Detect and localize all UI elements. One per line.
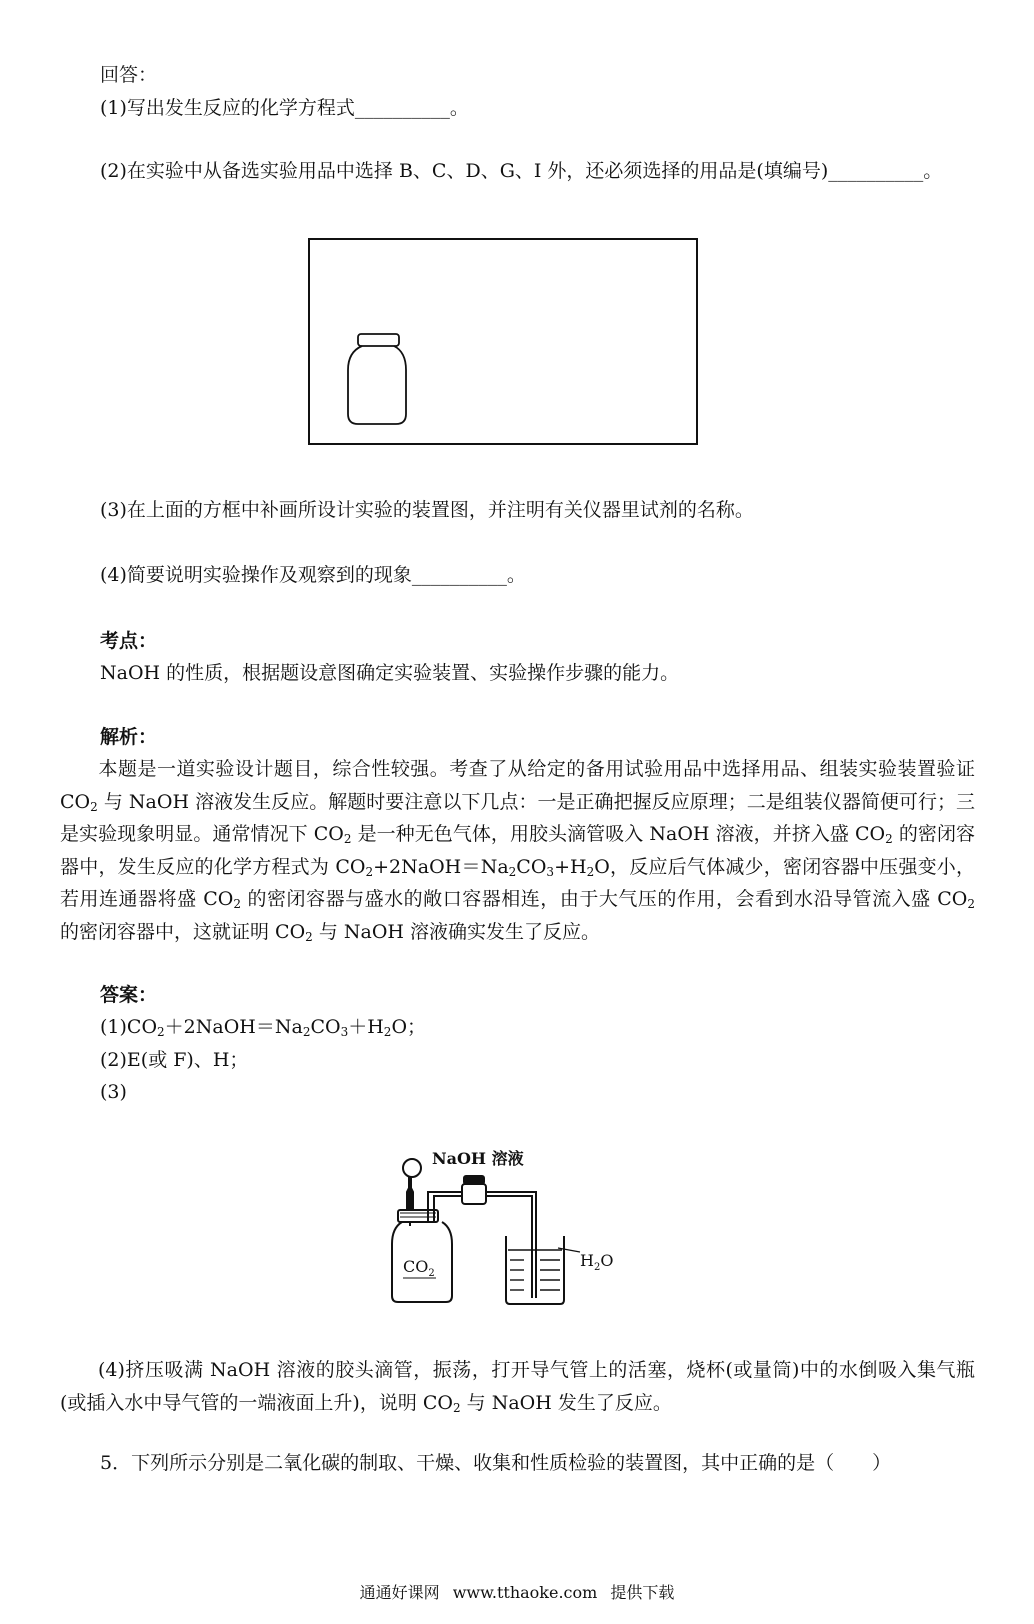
answer-2: (2)E(或 F)、H；: [100, 1049, 249, 1071]
answer-3: (3): [100, 1081, 127, 1103]
answer-heading: 答案：: [100, 984, 158, 1006]
answer-1: $(1)CO_2+2NaOH=Na_2CO_3+H_2O$；: [100, 1016, 427, 1039]
dropper-bulb: [403, 1159, 421, 1177]
question-1: (1)写出发生反应的化学方程式__________。: [100, 97, 469, 119]
question-2: (2)在实验中从备选实验用品中选择 B、C、D、G、I 外，还必须选择的用品是(填编号)__________。: [100, 160, 943, 182]
drawing-frame: [308, 238, 700, 448]
kaodian-text: NaOH 的性质，根据题设意图确定实验装置、实验操作步骤的能力。: [100, 662, 680, 684]
question-4: (4)简要说明实验操作及观察到的现象__________。: [100, 564, 526, 586]
jiexi-paragraph: 本题是一道实验设计题目，综合性较强。考查了从给定的备用试验用品中选择用品、组装实验装置验证 $CO_2$ 与 NaOH 溶液发生反应。解题时要注意以下几点：一是正确把握反应原理；二是组装仪器简便可行；三是实验现象明显。通常情况下 $CO_2$ 是一种无色气体，用胶头滴管吸入 NaOH 溶液，并挤入盛 $CO_2$ 的密闭容器中，发生反应的化学方程式为 $CO_2+2NaOH=Na_2CO_3+H_2O$，反应后气体减少，密闭容器中压强变小，若用连通器将盛 $CO_2$ 的密闭容器与盛水的敞口容器相连，由于大气压的作用，会看到水沿导管流入盛 $CO_2$ 的密闭容器中，这就证明 $CO_2$ 与 NaOH 溶液确实发生了反应。: [60, 758, 976, 944]
jiexi-heading: 解析：: [100, 726, 158, 748]
question-5: 5．下列所示分别是二氧化碳的制取、干燥、收集和性质检验的装置图，其中正确的是（ ）: [100, 1452, 892, 1474]
footer-note: 提供下载: [610, 1583, 675, 1602]
footer-url[interactable]: www.tthaoke.com: [452, 1583, 598, 1602]
valve: [462, 1184, 486, 1204]
page-footer: [0, 1580, 1034, 1603]
connecting-tube: [428, 1192, 462, 1222]
footer-site: 通通好课网: [359, 1583, 440, 1602]
kaodian-heading: 考点：: [100, 630, 158, 652]
question-3: (3)在上面的方框中补画所设计实验的装置图，并注明有关仪器里试剂的名称。: [100, 499, 754, 521]
naoh-label: NaOH 溶液: [432, 1149, 524, 1168]
apparatus-diagram: [390, 1140, 630, 1310]
stopper: [398, 1210, 438, 1222]
h2o-label: $H_2O$: [580, 1251, 614, 1273]
jar-icon: [348, 334, 406, 424]
reply-label: 回答：: [100, 64, 158, 86]
co2-label: $CO_2$: [403, 1257, 435, 1279]
answer-4: (4)挤压吸满 NaOH 溶液的胶头滴管，振荡，打开导气管上的活塞，烧杯(或量筒)中的水倒吸入集气瓶(或插入水中导气管的一端液面上升)，说明 $CO_2$ 与 NaOH 发生了反应。: [60, 1359, 975, 1415]
